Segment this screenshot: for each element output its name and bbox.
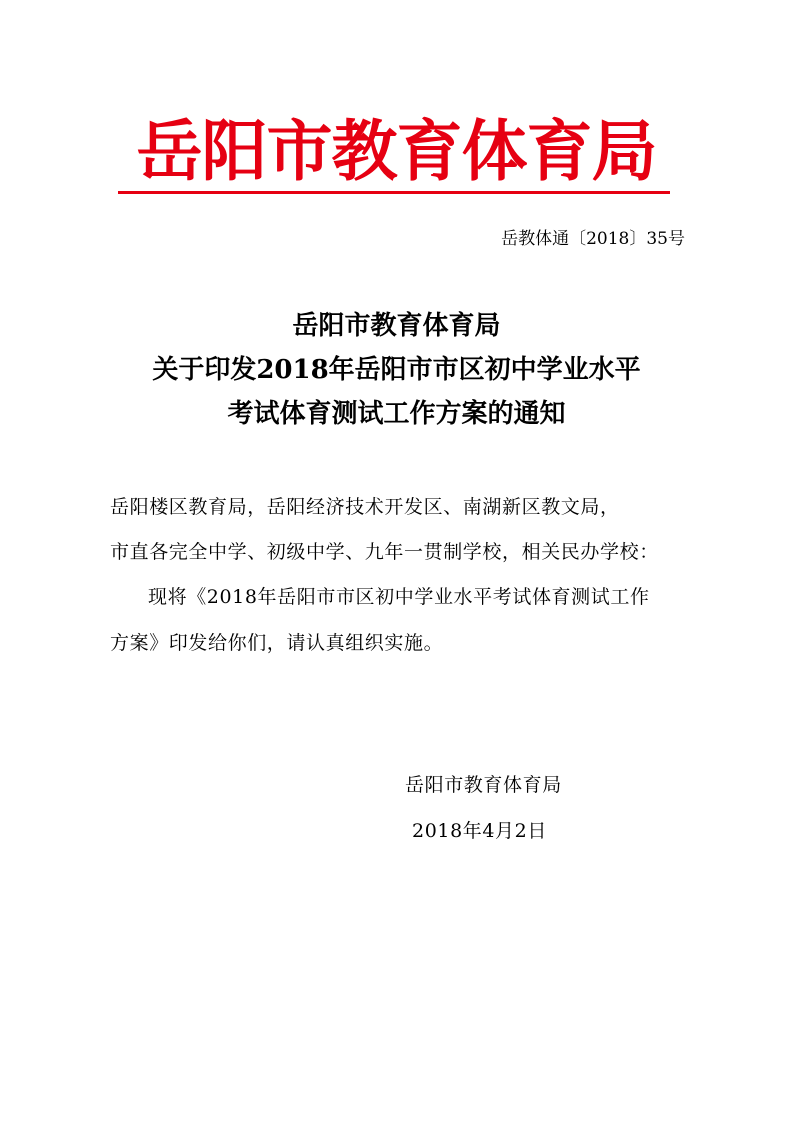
letterhead-red-rule (118, 191, 670, 194)
notice-title-line-3: 考试体育测试工作方案的通知 (227, 399, 566, 429)
recipients-line-2: 市直各完全中学、初级中学、九年一贯制学校，相关民办学校： (110, 541, 659, 563)
issue-date: 2018年4月2日 (412, 820, 547, 842)
issuer-signature: 岳阳市教育体育局 (405, 774, 562, 796)
recipients-line-1: 岳阳楼区教育局，岳阳经济技术开发区、南湖新区教文局， (110, 496, 620, 518)
notice-title-line-2: 关于印发2018年岳阳市市区初中学业水平 (152, 355, 641, 385)
body-paragraph-line-2: 方案》印发给你们，请认真组织实施。 (110, 632, 444, 654)
letterhead-title: 岳阳市教育体育局 (136, 112, 657, 190)
document-number: 岳教体通〔2018〕35号 (501, 229, 685, 249)
body-paragraph-line-1: 现将《2018年岳阳市市区初中学业水平考试体育测试工作 (148, 586, 650, 608)
notice-title-line-1: 岳阳市教育体育局 (292, 311, 501, 341)
